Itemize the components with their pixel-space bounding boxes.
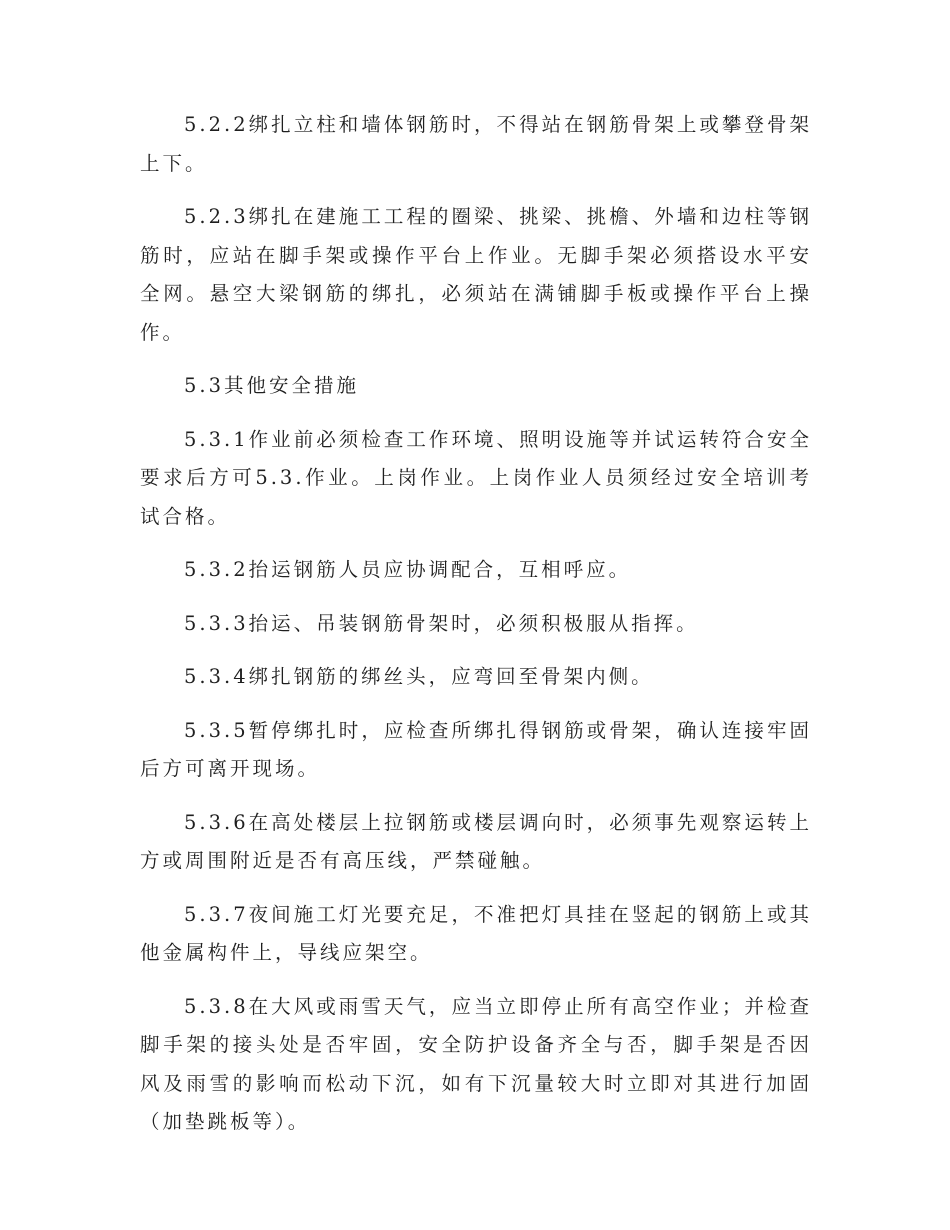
document-body <box>140 106 812 1157</box>
paragraph-5-3-8: 5.3.8在大风或雨雪天气，应当立即停止所有高空作业；并检查脚手架的接头处是否牢固，安全防护设备齐全与否，脚手架是否因风及雨雪的影响而松动下沉，如有下沉量较大时立即对其进行加固（加垫跳板等）。 <box>140 994 812 1133</box>
paragraph-5-3-4: 5.3.4绑扎钢筋的绑丝头，应弯回至骨架内侧。 <box>184 665 654 688</box>
paragraph-5-3-2: 5.3.2抬运钢筋人员应协调配合，互相呼应。 <box>184 558 632 581</box>
paragraph-5-3-6: 5.3.6在高处楼层上拉钢筋或楼层调向时，必须事先观察运转上方或周围附近是否有高压线，严禁碰触。 <box>140 810 812 872</box>
paragraph-5-3-3: 5.3.3抬运、吊装钢筋骨架时，必须积极服从指挥。 <box>184 611 699 635</box>
paragraph-5-2-3: 5.2.3绑扎在建施工工程的圈梁、挑梁、挑檐、外墙和边柱等钢筋时，应站在脚手架或操作平台上作业。无脚手架必须搭设水平安全网。悬空大梁钢筋的绑扎，必须站在满铺脚手板或操作平台上操作。 <box>140 205 812 344</box>
paragraph-5-2-2: 5.2.2绑扎立柱和墙体钢筋时，不得站在钢筋骨架上或攀登骨架上下。 <box>140 113 812 175</box>
section-heading-5-3: 5.3其他安全措施 <box>184 374 360 397</box>
paragraph-5-3-7: 5.3.7夜间施工灯光要充足，不准把灯具挂在竖起的钢筋上或其他金属构件上，导线应架空。 <box>140 902 812 964</box>
paragraph-5-3-5: 5.3.5暂停绑扎时，应检查所绑扎得钢筋或骨架，确认连接牢固后方可离开现场。 <box>140 718 812 780</box>
paragraph-5-3-1: 5.3.1作业前必须检查工作环境、照明设施等并试运转符合安全要求后方可5.3.作业。上岗作业。上岗作业人员须经过安全培训考试合格。 <box>140 427 812 528</box>
